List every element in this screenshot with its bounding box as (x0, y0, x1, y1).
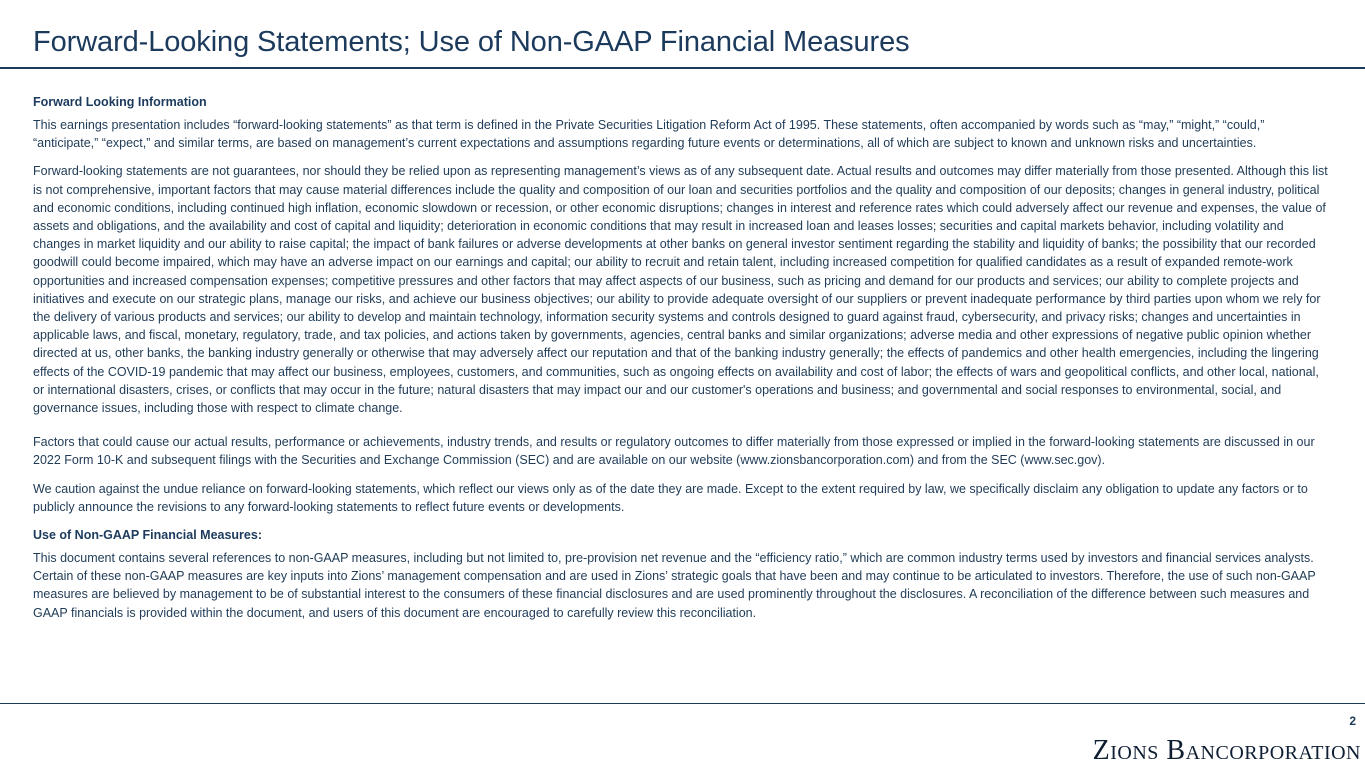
forward-looking-paragraph-2: Forward-looking statements are not guarantees, nor should they be relied upon as representing management’s views as of any subsequent date. Actual results and outcomes may differ materially from those presented. Although this list is not comprehensive, important factors that may cause material differences include the quality and composition of our loan and securities portfolios and the quality and composition of our deposits; changes in general industry, political and economic conditions, including continued high inflation, economic slowdown or recession, or other economic disruptions; changes in interest and reference rates which could adversely affect our revenue and expenses, the value of assets and obligations, and the availability and cost of capital and liquidity; deterioration in economic conditions that may result in increased loan and leases losses; securities and capital markets behavior, including volatility and changes in market liquidity and our ability to raise capital; the impact of bank failures or adverse developments at other banks on general investor sentiment regarding the stability and liquidity of banks; the possibility that our recorded goodwill could become impaired, which may have an adverse impact on our earnings and capital; our ability to recruit and retain talent, including increased competition for qualified candidates as a result of expanded remote-work opportunities and increased compensation expenses; competitive pressures and other factors that may affect aspects of our business, such as pricing and demand for our products and services; our ability to complete projects and initiatives and execute on our strategic plans, manage our risks, and achieve our business objectives; our ability to provide adequate oversight of our suppliers or prevent inadequate performance by third parties upon whom we rely for the delivery of various products and services; our ability to develop and maintain technology, information security systems and controls designed to guard against fraud, cybersecurity, and privacy risks; changes and uncertainties in applicable laws, and fiscal, monetary, regulatory, trade, and tax policies, and actions taken by governments, agencies, central banks and similar organizations; adverse media and other expressions of negative public opinion whether directed at us, other banks, the banking industry generally or otherwise that may adversely affect our reputation and that of the banking industry generally; the effects of pandemics and other health emergencies, including the lingering effects of the COVID-19 pandemic that may affect our business, employees, customers, and communities, such as ongoing effects on availability and cost of labor; the effects of wars and geopolitical conflicts, and other local, national, or international disasters, crises, or conflicts that may occur in the future; natural disasters that may impact our and our customer's operations and business; and governmental and social responses to environmental, social, and governance issues, including those with respect to climate change. (33, 164, 1328, 416)
forward-looking-paragraph-1: This earnings presentation includes “forward-looking statements” as that term is defined in the Private Securities Litigation Reform Act of 1995. These statements, often accompanied by words such as “may,” “might,” “could,” “anticipate,” “expect,” and similar terms, are based on management’s current expectations and assumptions regarding future events or determinations, all of which are subject to known and unknown risks and uncertainties. (33, 118, 1265, 151)
forward-looking-paragraph-4: We caution against the undue reliance on forward-looking statements, which reflect our views only as of the date they are made. Except to the extent required by law, we specifically disclaim any obligation to update any factors or to publicly announce the revisions to any forward-looking statements to reflect future events or developments. (33, 481, 1308, 514)
forward-looking-heading: Forward Looking Information (33, 95, 207, 109)
page-number: 2 (1349, 714, 1356, 728)
document-body (33, 93, 1331, 632)
title-divider (0, 67, 1365, 69)
footer-divider (0, 703, 1365, 704)
company-logo: Zions Bancorporation (1092, 735, 1361, 766)
page-title: Forward-Looking Statements; Use of Non-GAAP Financial Measures (33, 26, 910, 58)
forward-looking-paragraph-3: Factors that could cause our actual results, performance or achievements, industry trends, and results or regulatory outcomes to differ materially from those expressed or implied in the forward-looking statements are discussed in our 2022 Form 10-K and subsequent filings with the Securities and Exchange Commission (SEC) and are available on our website (www.zionsbancorporation.com) and from the SEC (www.sec.gov). (33, 435, 1315, 468)
non-gaap-paragraph-1: This document contains several references to non-GAAP measures, including but not limited to, pre-provision net revenue and the “efficiency ratio,” which are common industry terms used by investors and financial services analysts. Certain of these non-GAAP measures are key inputs into Zions’ management compensation and are used in Zions’ strategic goals that have been and may continue to be articulated to investors. Therefore, the use of such non-GAAP measures are believed by management to be of substantial interest to the consumers of these financial disclosures and are used prominently throughout the disclosures. A reconciliation of the difference between such measures and GAAP financials is provided within the document, and users of this document are encouraged to carefully review this reconciliation. (33, 551, 1316, 620)
non-gaap-heading: Use of Non-GAAP Financial Measures: (33, 528, 262, 543)
